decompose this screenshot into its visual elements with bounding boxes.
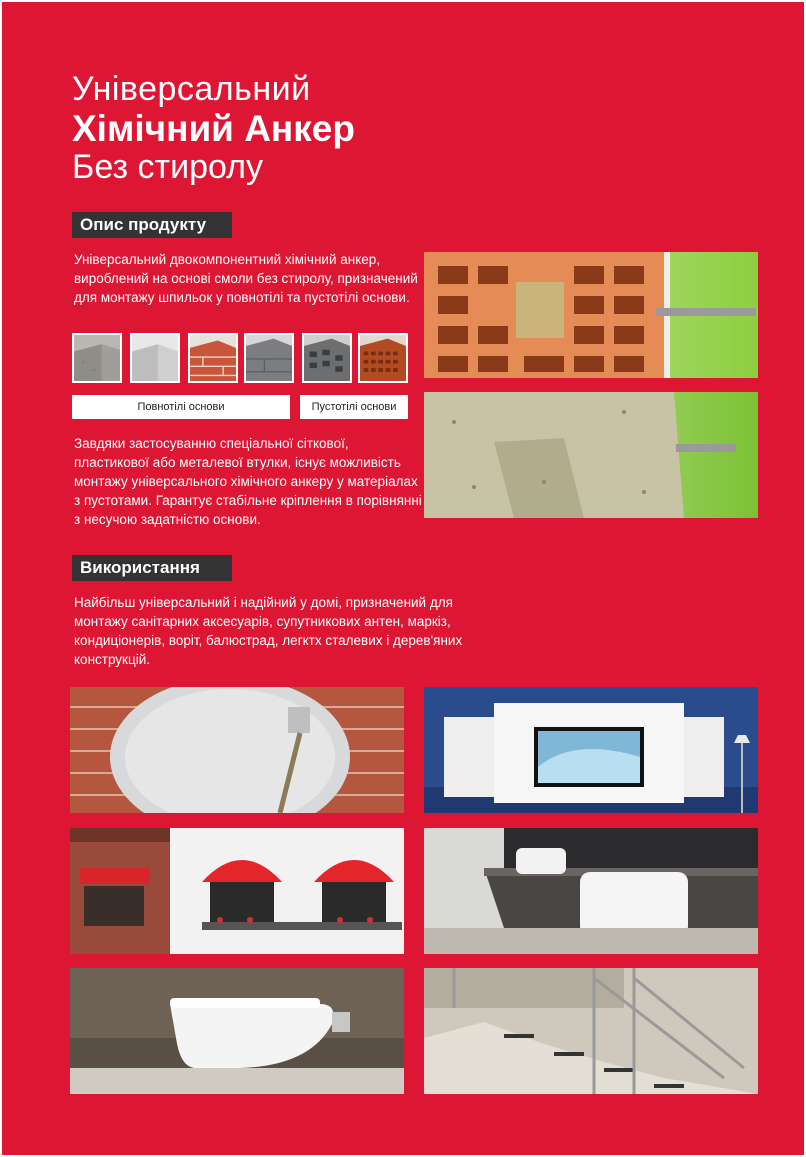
satellite-dish-photo [70, 687, 404, 813]
usage-text: Найбільш універсальний і надійний у домі, призначений для монтажу санітарних аксесуарів, супутникових антен, маркіз, кондиціонерів, воріт, балюстрад, легктх сталевих і дерев'яних конструкцій. [74, 595, 463, 667]
stair-railing-photo [424, 968, 758, 1094]
bathroom-sink-photo [424, 828, 758, 954]
hollow-brick-anchor-photo [424, 252, 758, 378]
title-line-1: Універсальний [72, 70, 311, 108]
description-heading: Опис продукту [72, 212, 232, 238]
description-intro: Універсальний двокомпонентний хімічний анкер, вироблений на основі смоли без стиролу, призначений для монтажу шпильок у повнотілі та пустотілі основи. [74, 252, 418, 305]
solid-bases-label: Повнотілі основи [72, 395, 290, 419]
hollow-bases-label: Пустотілі основи [300, 395, 408, 419]
grey-block-icon [244, 333, 294, 383]
product-page [2, 2, 804, 1155]
product-title [72, 72, 355, 184]
hollow-block-icon [302, 333, 352, 383]
awning-photo [70, 828, 404, 954]
light-concrete-icon [130, 333, 180, 383]
solid-concrete-anchor-photo [424, 392, 758, 518]
wall-tv-photo [424, 687, 758, 813]
usage-heading: Використання [72, 555, 232, 581]
concrete-icon [72, 333, 122, 383]
solid-brick-icon [188, 333, 238, 383]
description-body: Завдяки застосуванню спеціальної сіткової, пластикової або металевої втулки, існує можливість монтажу універсального хімічного анкеру у матеріалах з пустотами. Гарантує стабільне кріплення в порівнянні з несучою задатністю основи. [74, 436, 422, 527]
title-line-2: Хімічний Анкер [72, 108, 355, 149]
title-line-3: Без стиролу [72, 148, 263, 186]
hollow-brick-icon [358, 333, 408, 383]
wall-toilet-photo [70, 968, 404, 1094]
